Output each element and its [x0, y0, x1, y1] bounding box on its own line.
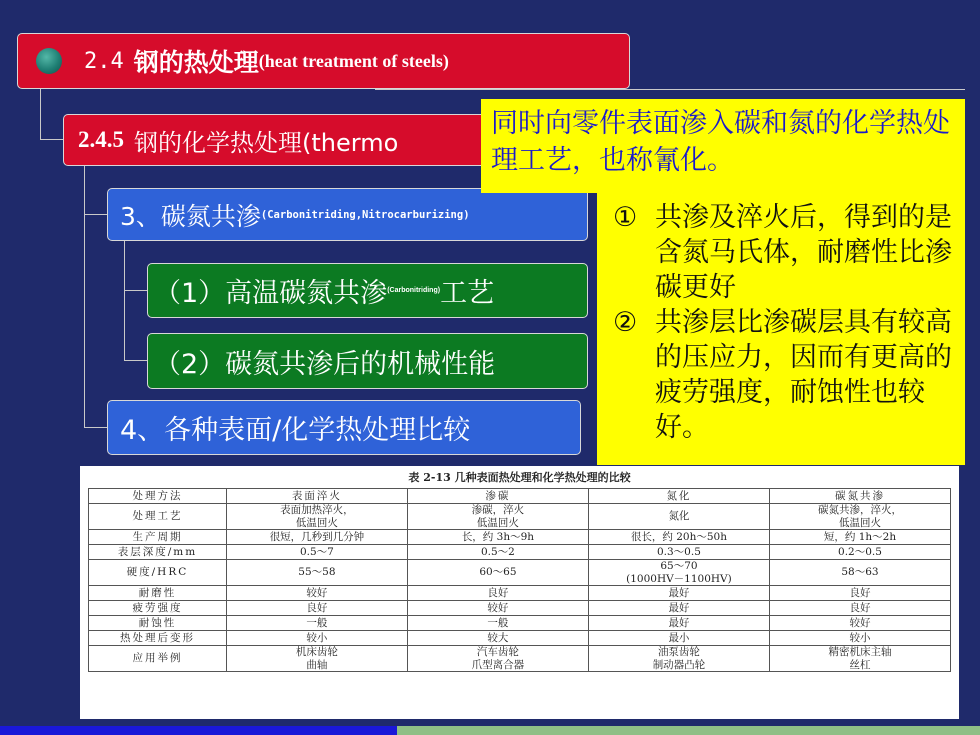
subsection-number: 2.4.5 — [78, 127, 124, 152]
table-cell: 良好 — [769, 586, 950, 601]
bullet-icon — [36, 48, 62, 74]
table-cell: 较好 — [769, 616, 950, 631]
table-cell: 长，约 3h～9h — [407, 530, 588, 545]
table-row — [89, 504, 951, 530]
tree-line — [124, 360, 148, 361]
table-cell: 汽车齿轮 爪型离合器 — [407, 646, 588, 672]
table-cell: 表面加热淬火， 低温回火 — [226, 504, 407, 530]
table-cell: 最好 — [588, 586, 769, 601]
table-header-cell: 氮化 — [588, 489, 769, 504]
table-cell: 机床齿轮 曲轴 — [226, 646, 407, 672]
property-point — [613, 200, 957, 305]
table-cell: 最好 — [588, 616, 769, 631]
property-point — [613, 305, 957, 445]
table-cell: 耐蚀性 — [89, 616, 227, 631]
table-cell: 处理工艺 — [89, 504, 227, 530]
item-label: （2）碳氮共渗后的机械性能 — [154, 348, 496, 380]
table-row — [89, 631, 951, 646]
item-label-suffix: 工艺 — [440, 278, 495, 309]
item-label: （1）高温碳氮共渗 — [154, 278, 388, 309]
table-cell: 较好 — [407, 601, 588, 616]
table-cell: 良好 — [769, 601, 950, 616]
table-cell: 0.2～0.5 — [769, 545, 950, 560]
tree-line — [84, 427, 108, 428]
properties-popup — [597, 193, 965, 465]
table-cell: 55～58 — [226, 560, 407, 586]
table-cell: 氮化 — [588, 504, 769, 530]
tree-line — [84, 214, 108, 215]
table-cell: 65～70 (1000HV－1100HV) — [588, 560, 769, 586]
table-caption: 表 2-13 几种表面热处理和化学热处理的比较 — [408, 471, 631, 484]
section-title-box — [17, 33, 630, 89]
comparison-table-image — [80, 466, 959, 719]
table-row — [89, 560, 951, 586]
footer-bar-blue — [0, 726, 397, 735]
item-label-en: (Carbonitriding) — [387, 287, 441, 294]
point-marker: ② — [613, 307, 638, 338]
subsection-title: 钢的化学热处理(thermo — [134, 128, 399, 157]
table-cell: 很长，约 20h～50h — [588, 530, 769, 545]
item-high-temp-carbonitriding[interactable] — [147, 263, 588, 318]
table-cell: 0.5～7 — [226, 545, 407, 560]
table-cell: 应用举例 — [89, 646, 227, 672]
table-cell: 耐磨性 — [89, 586, 227, 601]
item-mechanical-properties[interactable] — [147, 333, 588, 389]
table-row — [89, 646, 951, 672]
table-cell: 硬度/HRC — [89, 560, 227, 586]
table-row — [89, 530, 951, 545]
table-body — [89, 489, 951, 672]
table-cell: 一般 — [226, 616, 407, 631]
table-cell: 最好 — [588, 601, 769, 616]
table-cell: 最小 — [588, 631, 769, 646]
table-cell: 热处理后变形 — [89, 631, 227, 646]
table-row — [89, 616, 951, 631]
item-label: 3、碳氮共渗 — [120, 201, 261, 231]
table-cell: 60～65 — [407, 560, 588, 586]
table-cell: 碳氮共渗，淬火， 低温回火 — [769, 504, 950, 530]
section-number: 2.4 — [84, 48, 124, 74]
table-cell: 较小 — [226, 631, 407, 646]
table-cell: 精密机床主轴 丝杠 — [769, 646, 950, 672]
table-cell: 渗碳，淬火 低温回火 — [407, 504, 588, 530]
table-cell: 0.3～0.5 — [588, 545, 769, 560]
table-cell: 良好 — [226, 601, 407, 616]
item-label-en: (Carbonitriding,Nitrocarburizing) — [260, 208, 470, 221]
tree-line — [84, 166, 85, 428]
table-cell: 0.5～2 — [407, 545, 588, 560]
table-cell: 表层深度/mm — [89, 545, 227, 560]
subsection-title-box — [63, 114, 533, 166]
point-text: 共渗及淬火后，得到的是含氮马氏体，耐磨性比渗碳更好 — [655, 202, 952, 303]
tree-line — [124, 290, 148, 291]
tree-line — [375, 89, 965, 90]
table-cell: 油泵齿轮 制动器凸轮 — [588, 646, 769, 672]
table-header-cell: 碳氮共渗 — [769, 489, 950, 504]
table-header-cell: 渗碳 — [407, 489, 588, 504]
tree-line — [40, 139, 64, 140]
section-title-cn: 钢的热处理 — [133, 48, 259, 77]
section-title-en: (heat treatment of steels) — [258, 50, 449, 71]
footer-bar-green — [397, 726, 980, 735]
table-cell: 疲劳强度 — [89, 601, 227, 616]
table-row — [89, 586, 951, 601]
table-cell: 一般 — [407, 616, 588, 631]
comparison-table — [88, 488, 951, 672]
table-cell: 良好 — [407, 586, 588, 601]
table-row — [89, 601, 951, 616]
table-cell: 较小 — [769, 631, 950, 646]
point-marker: ① — [613, 202, 638, 233]
table-cell: 短，约 1h～2h — [769, 530, 950, 545]
table-cell: 较好 — [226, 586, 407, 601]
definition-popup: 同时向零件表面渗入碳和氮的化学热处理工艺，也称氰化。 — [481, 99, 965, 193]
tree-line — [124, 241, 125, 361]
point-text: 共渗层比渗碳层具有较高的压应力，因而有更高的疲劳强度，耐蚀性也较好。 — [655, 307, 952, 443]
item-treatment-comparison[interactable] — [107, 400, 581, 455]
table-header-cell: 表面淬火 — [226, 489, 407, 504]
table-cell: 58～63 — [769, 560, 950, 586]
table-cell: 很短，几秒到几分钟 — [226, 530, 407, 545]
tree-line — [40, 89, 41, 139]
table-header-row — [89, 489, 951, 504]
table-row — [89, 545, 951, 560]
item-carbonitriding[interactable] — [107, 188, 588, 241]
table-cell: 较大 — [407, 631, 588, 646]
table-header-cell: 处理方法 — [89, 489, 227, 504]
table-cell: 生产周期 — [89, 530, 227, 545]
item-label: 4、各种表面/化学热处理比较 — [120, 415, 471, 446]
